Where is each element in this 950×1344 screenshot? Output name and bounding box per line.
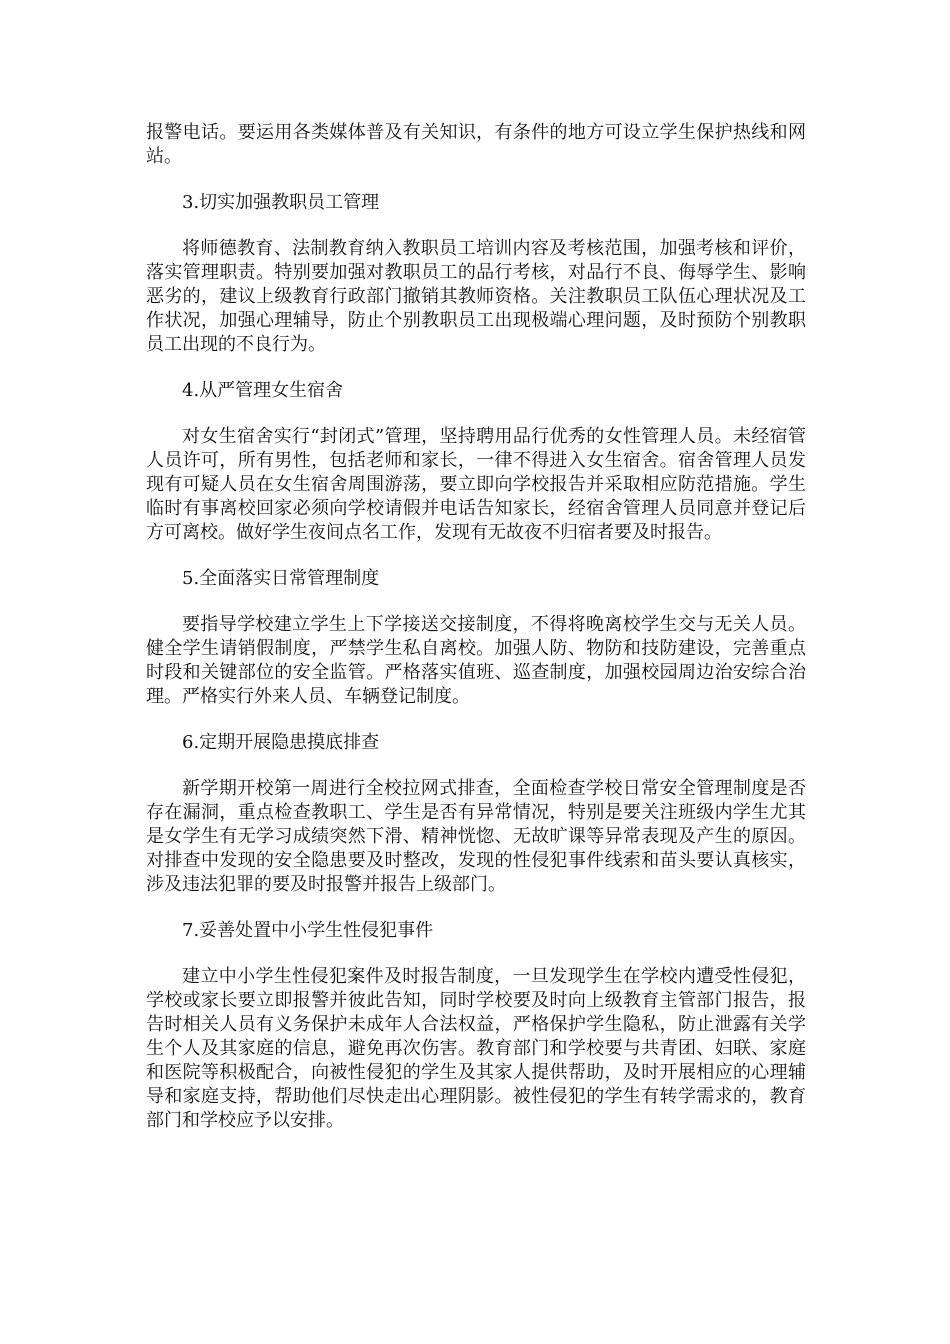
section-body-4: 对女生宿舍实行“封闭式”管理，坚持聘用品行优秀的女性管理人员。未经宿管人员许可，所有男性，包括老师和家长，一律不得进入女生宿舍。宿舍管理人员发现有可疑人员在女生宿舍周围游荡，要立即向学校报告并采取相应防范措施。学生临时有事离校回家必须向学校请假并电话告知家长，经宿舍管理人员同意并登记后方可离校。做好学生夜间点名工作，发现有无故夜不归宿者要及时报告。: [146, 426, 806, 543]
section-body-3: 将师德教育、法制教育纳入教职员工培训内容及考核范围，加强考核和评价，落实管理职责。特别要加强对教职员工的品行考核，对品行不良、侮辱学生、影响恶劣的，建议上级教育行政部门撤销其教师资格。关注教职员工队伍心理状况及工作状况，加强心理辅导，防止个别教职员工出现极端心理问题，及时预防个别教职员工出现的不良行为。: [146, 238, 806, 355]
intro-paragraph: 报警电话。要运用各类媒体普及有关知识，有条件的地方可设立学生保护热线和网站。: [146, 122, 806, 167]
section-heading-3: 3.切实加强教职员工管理: [182, 192, 380, 213]
document-page: [146, 121, 806, 1133]
section-heading-5: 5.全面落实日常管理制度: [182, 568, 380, 589]
section-heading-4: 4.从严管理女生宿舍: [182, 380, 344, 401]
section-heading-7: 7.妥善处置中小学生性侵犯事件: [182, 920, 434, 941]
section-body-7: 建立中小学生性侵犯案件及时报告制度，一旦发现学生在学校内遭受性侵犯，学校或家长要立即报警并彼此告知，同时学校要及时向上级教育主管部门报告，报告时相关人员有义务保护未成年人合法权益，严格保护学生隐私，防止泄露有关学生个人及其家庭的信息，避免再次伤害。教育部门和学校要与共青团、妇联、家庭和医院等积极配合，向被性侵犯的学生及其家人提供帮助，及时开展相应的心理辅导和家庭支持，帮助他们尽快走出心理阴影。被性侵犯的学生有转学需求的，教育部门和学校应予以安排。: [146, 966, 806, 1131]
section-body-5: 要指导学校建立学生上下学接送交接制度，不得将晚离校学生交与无关人员。健全学生请销假制度，严禁学生私自离校。加强人防、物防和技防建设，完善重点时段和关键部位的安全监管。严格落实值班、巡查制度，加强校园周边治安综合治理。严格实行外来人员、车辆登记制度。: [146, 614, 806, 707]
section-body-6: 新学期开校第一周进行全校拉网式排查，全面检查学校日常安全管理制度是否存在漏洞，重点检查教职工、学生是否有异常情况，特别是要关注班级内学生尤其是女学生有无学习成绩突然下滑、精神恍惚、无故旷课等异常表现及产生的原因。对排查中发现的安全隐患要及时整改，发现的性侵犯事件线索和苗头要认真核实，涉及违法犯罪的要及时报警并报告上级部门。: [146, 778, 806, 895]
section-heading-6: 6.定期开展隐患摸底排查: [182, 732, 380, 753]
